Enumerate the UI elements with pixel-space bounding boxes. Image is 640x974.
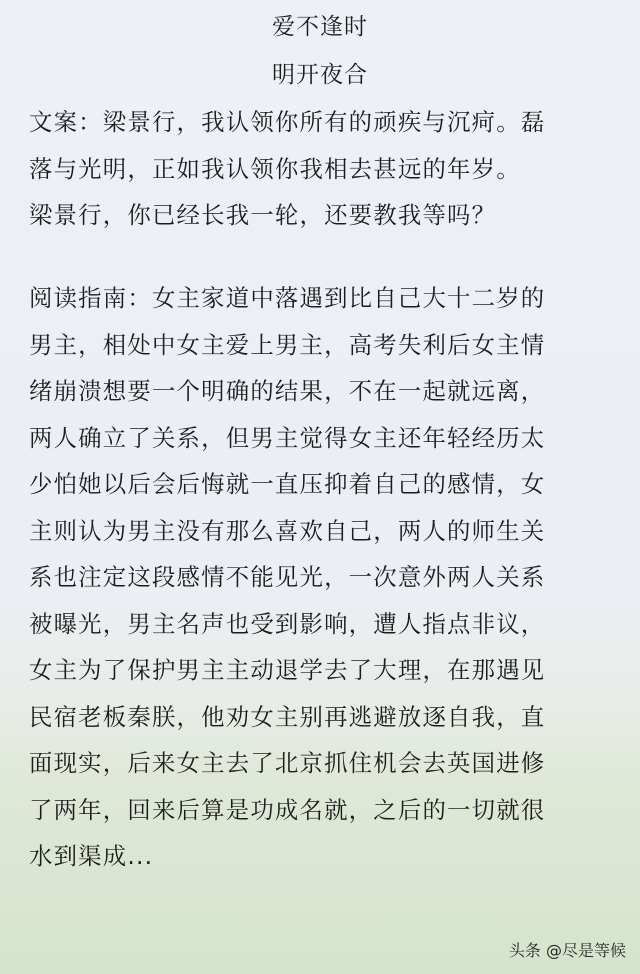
reading-guide-paragraph xyxy=(29,275,613,880)
guide-line: 水到渠成... xyxy=(29,842,154,870)
guide-line: 两人确立了关系，但男主觉得女主还年轻经历太 xyxy=(29,423,546,452)
guide-line: 绪崩溃想要一个明确的结果，不在一起就远离， xyxy=(29,377,546,405)
blurb-line: 落与光明，正如我认领你我相去甚远的年岁。 xyxy=(29,154,521,183)
guide-line: 了两年，回来后算是功成名就，之后的一切就很 xyxy=(29,795,546,824)
guide-line: 女主为了保护男主主动退学去了大理，在那遇见 xyxy=(29,656,546,684)
guide-line: 系也注定这段感情不能见光，一次意外两人关系 xyxy=(29,563,546,591)
blurb-line: 梁景行，你已经长我一轮，还要教我等吗？ xyxy=(29,201,497,229)
watermark xyxy=(509,940,626,962)
guide-line: 面现实，后来女主去了北京抓住机会去英国进修 xyxy=(29,749,546,777)
guide-line: 主则认为男主没有那么喜欢自己，两人的师生关 xyxy=(29,516,546,545)
guide-line: 民宿老板秦朕，他劝女主别再逃避放逐自我，直 xyxy=(29,702,546,731)
book-title-1: 爱不逢时 xyxy=(272,14,368,40)
guide-line: 阅读指南：女主家道中落遇到比自己大十二岁的 xyxy=(29,284,546,312)
guide-line: 被曝光，男主名声也受到影响，遭人指点非议， xyxy=(29,609,546,638)
book-title-2: 明开夜合 xyxy=(272,62,368,88)
blurb-paragraph xyxy=(29,99,613,239)
guide-line: 少怕她以后会后悔就一直压抑着自己的感情，女 xyxy=(29,470,546,498)
blurb-line: 文案：梁景行，我认领你所有的顽疾与沉疴。磊 xyxy=(29,108,546,136)
watermark-text: 头条 @尽是等候 xyxy=(508,941,626,960)
guide-line: 男主，相处中女主爱上男主，高考失利后女主情 xyxy=(29,330,546,359)
